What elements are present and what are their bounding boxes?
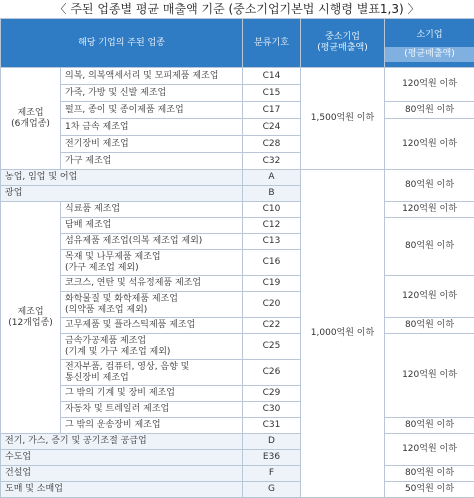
industry-code: G [243,482,301,498]
industry-name: 광업 [1,186,243,202]
industry-name: 펄프, 종이 및 종이제품 제조업 [61,102,243,119]
revenue-criteria-table [0,18,474,498]
industry-name: 그 밖의 기계 및 장비 제조업 [61,386,243,402]
small-threshold: 120억원 이하 [385,334,474,418]
header-sme-line1: 중소기업 [325,32,360,42]
small-threshold: 80억원 이하 [385,218,474,276]
industry-name: 담배 제조업 [61,218,243,234]
small-threshold: 120억원 이하 [385,276,474,318]
industry-code: C16 [243,250,301,276]
table-row [1,276,474,292]
header-small-line1: 소기업 [385,24,474,45]
industry-code: A [243,170,301,186]
industry-name: 건설업 [1,466,243,482]
small-threshold: 50억원 이하 [385,482,474,498]
small-threshold: 80억원 이하 [385,318,474,334]
small-threshold: 120억원 이하 [385,68,474,102]
industry-code: C15 [243,85,301,102]
small-threshold: 80억원 이하 [385,170,474,202]
table-row [1,102,474,119]
industry-code: C24 [243,119,301,136]
industry-code: C10 [243,202,301,218]
table-row [1,68,474,85]
small-threshold: 120억원 이하 [385,202,474,218]
industry-name: 농업, 임업 및 어업 [1,170,243,186]
industry-code: C32 [243,153,301,170]
industry-code: C14 [243,68,301,85]
industry-code: C22 [243,318,301,334]
industry-code: C20 [243,292,301,318]
industry-code: D [243,434,301,450]
page-title: 〈 주된 업종별 평균 매출액 기준 (중소기업기본법 시행령 별표1,3) 〉 [0,0,474,18]
small-threshold: 80억원 이하 [385,418,474,434]
header-small-line2: (평균매출액) [385,47,474,62]
table-row [1,434,474,450]
header-industry: 해당 기업의 주된 업종 [1,19,243,68]
industry-name: 그 밖의 운송장비 제조업 [61,418,243,434]
header-small [385,19,474,68]
industry-name: 화학물질 및 화학제품 제조업 (의약품 제조업 제외) [61,292,243,318]
industry-name: 전자부품, 컴퓨터, 영상, 음향 및 통신장비 제조업 [61,360,243,386]
table-row [1,418,474,434]
header-code: 분류기호 [243,19,301,68]
table-row [1,466,474,482]
industry-name: 가구 제조업 [61,153,243,170]
industry-name: 금속가공제품 제조업 (기계 및 가구 제조업 제외) [61,334,243,360]
industry-code: F [243,466,301,482]
small-threshold: 80억원 이하 [385,466,474,482]
small-threshold: 80억원 이하 [385,102,474,119]
industry-name: 고무제품 및 플라스틱제품 제조업 [61,318,243,334]
group-label-manufacturing-12: 제조업 (12개업종) [1,202,61,434]
industry-code: C25 [243,334,301,360]
industry-code: C13 [243,234,301,250]
industry-code: C28 [243,136,301,153]
industry-name: 목재 및 나무제품 제조업 (가구 제조업 제외) [61,250,243,276]
table-row [1,318,474,334]
industry-name: 가죽, 가방 및 신발 제조업 [61,85,243,102]
table-row [1,202,474,218]
table-row [1,119,474,136]
industry-code: C29 [243,386,301,402]
industry-name: 코크스, 연탄 및 석유정제품 제조업 [61,276,243,292]
industry-name: 1차 금속 제조업 [61,119,243,136]
industry-code: C19 [243,276,301,292]
industry-name: 전기, 가스, 증기 및 공기조절 공급업 [1,434,243,450]
table-row [1,482,474,498]
table-row [1,334,474,360]
industry-name: 의복, 의복액세서리 및 모피제품 제조업 [61,68,243,85]
industry-code: C31 [243,418,301,434]
industry-name: 섬유제품 제조업(의복 제조업 제외) [61,234,243,250]
sme-threshold-1000: 1,000억원 이하 [301,170,385,498]
group-label-manufacturing-6: 제조업 (6개업종) [1,68,61,170]
table-row [1,170,474,186]
small-threshold: 120억원 이하 [385,434,474,466]
industry-code: C12 [243,218,301,234]
industry-code: B [243,186,301,202]
industry-code: C30 [243,402,301,418]
industry-name: 자동차 및 트레일러 제조업 [61,402,243,418]
header-sme-line2: (평균매출액) [317,43,368,53]
table-header-row [1,19,474,68]
industry-name: 식료품 제조업 [61,202,243,218]
industry-name: 수도업 [1,450,243,466]
small-threshold: 120억원 이하 [385,119,474,170]
header-sme [301,19,385,68]
table-row [1,218,474,234]
sme-threshold-1500: 1,500억원 이하 [301,68,385,170]
industry-code: C17 [243,102,301,119]
industry-name: 도매 및 소매업 [1,482,243,498]
industry-code: E36 [243,450,301,466]
industry-name: 전기장비 제조업 [61,136,243,153]
industry-code: C26 [243,360,301,386]
